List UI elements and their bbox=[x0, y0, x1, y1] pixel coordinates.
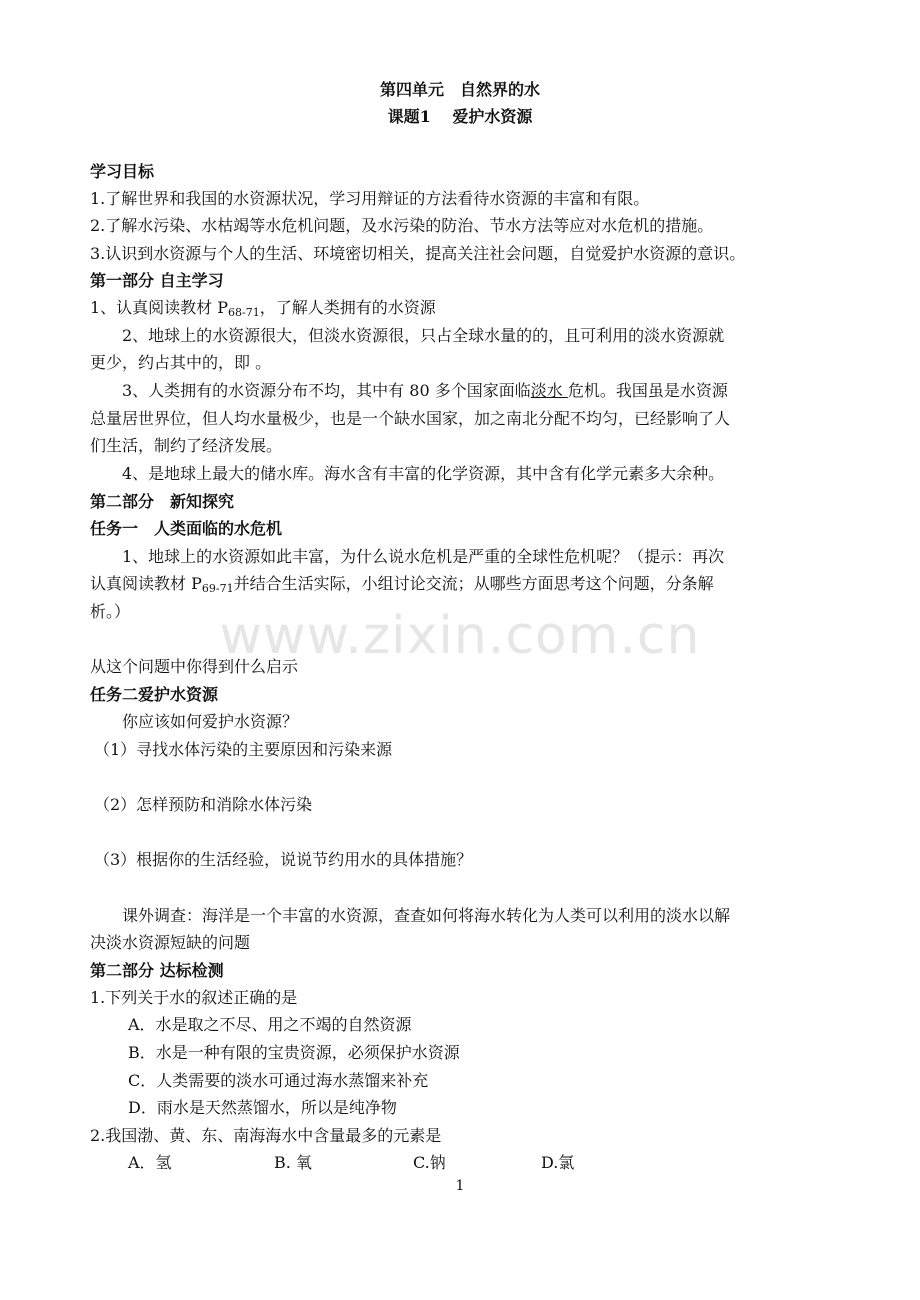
q1-text-post: ，了解人类拥有的水资源 bbox=[259, 298, 436, 317]
task2-item-2: （2）怎样预防和消除水体污染 bbox=[94, 795, 313, 814]
task2-heading: 任务二爱护水资源 bbox=[90, 685, 219, 704]
part1-question-2-line-1: 2、地球上的水资源很大，但淡水资源很，只占全球水量的的，且可利用的淡水资源就 bbox=[122, 326, 725, 345]
task1-question-line-3: 析。） bbox=[90, 602, 131, 621]
quiz-q1-option-b: B．水是一种有限的宝贵资源，必须保护水资源 bbox=[128, 1043, 460, 1062]
quiz-q1-option-c: C．人类需要的淡水可通过海水蒸馏来补充 bbox=[128, 1071, 429, 1090]
quiz-question-1: 1.下列关于水的叙述正确的是 bbox=[90, 988, 298, 1007]
part3-heading: 第二部分 达标检测 bbox=[90, 961, 224, 980]
lesson-title: 课题1 爱护水资源 bbox=[387, 107, 533, 126]
task2-question: 你应该如何爱护水资源？ bbox=[122, 712, 299, 731]
quiz-q2-option-b: B. 氧 bbox=[274, 1153, 312, 1172]
objective-item-1: 1.了解世界和我国的水资源状况，学习用辩证的方法看待水资源的丰富和有限。 bbox=[90, 189, 650, 208]
q3-text-pre: 3、人类拥有的水资源分布不均，其中有 80 多个国家面临 bbox=[122, 381, 531, 400]
quiz-question-2: 2.我国渤、黄、东、南海海水中含量最多的元素是 bbox=[90, 1126, 442, 1145]
quiz-q1-option-d: D．雨水是天然蒸馏水，所以是纯净物 bbox=[128, 1098, 397, 1117]
task1-question-line-1: 1、地球上的水资源如此丰富，为什么说水危机是严重的全球性危机呢？（提示：再次 bbox=[122, 547, 725, 566]
quiz-q1-option-a: A．水是取之不尽、用之不竭的自然资源 bbox=[128, 1015, 412, 1034]
task1-page-range: 69-71 bbox=[201, 582, 234, 595]
task2-item-1: （1）寻找水体污染的主要原因和污染来源 bbox=[94, 740, 393, 759]
quiz-q2-option-d: D.氯 bbox=[541, 1153, 575, 1172]
watermark: www.zixin.com.cn bbox=[219, 606, 701, 666]
part1-question-4: 4、是地球上最大的储水库。海水含有丰富的化学资源，其中含有化学元素多大余种。 bbox=[122, 464, 725, 483]
task1-text-pre: 认真阅读教材 P bbox=[90, 574, 202, 593]
objectives-heading: 学习目标 bbox=[90, 162, 155, 181]
part1-heading: 第一部分 自主学习 bbox=[90, 271, 224, 290]
task1-text-post: 并结合生活实际，小组讨论交流；从哪些方面思考这个问题，分条解 bbox=[233, 574, 714, 593]
inspiration-prompt: 从这个问题中你得到什么启示 bbox=[90, 657, 299, 676]
unit-title: 第四单元 自然界的水 bbox=[379, 80, 540, 99]
quiz-q2-option-c: C.钠 bbox=[413, 1153, 446, 1172]
q3-underlined-answer: 淡水 bbox=[530, 381, 568, 400]
part2-heading: 第二部分 新知探究 bbox=[90, 492, 235, 511]
objective-item-2: 2.了解水污染、水枯竭等水危机问题，及水污染的防治、节水方法等应对水危机的措施。 bbox=[90, 216, 714, 235]
survey-line-2: 决淡水资源短缺的问题 bbox=[90, 933, 251, 952]
q3-text-post: 危机。我国虽是水资源 bbox=[567, 381, 728, 400]
task1-question-line-2 bbox=[90, 574, 830, 599]
part1-question-3-line-2: 总量居世界位，但人均水量极少，也是一个缺水国家，加之南北分配不均匀，已经影响了人 bbox=[90, 409, 731, 428]
page-number: 1 bbox=[455, 1178, 465, 1194]
task2-item-3: （3）根据你的生活经验，说说节约用水的具体措施？ bbox=[94, 850, 473, 869]
q1-page-range: 68-71 bbox=[228, 306, 260, 319]
survey-line-1: 课外调查：海洋是一个丰富的水资源，查查如何将海水转化为人类可以利用的淡水以解 bbox=[122, 906, 731, 925]
part1-question-2-line-2: 更少，约占其中的，即 。 bbox=[90, 353, 272, 372]
part1-question-3-line-1 bbox=[122, 381, 862, 401]
part1-question-3-line-3: 们生活，制约了经济发展。 bbox=[90, 436, 283, 455]
task1-heading: 任务一 人类面临的水危机 bbox=[90, 519, 283, 538]
part1-question-1 bbox=[90, 298, 830, 323]
objective-item-3: 3.认识到水资源与个人的生活、环境密切相关，提高关注社会问题，自觉爱护水资源的意识。 bbox=[90, 244, 746, 263]
quiz-q2-option-a: A．氢 bbox=[128, 1153, 172, 1172]
q1-text-pre: 1、认真阅读教材 P bbox=[90, 298, 229, 317]
